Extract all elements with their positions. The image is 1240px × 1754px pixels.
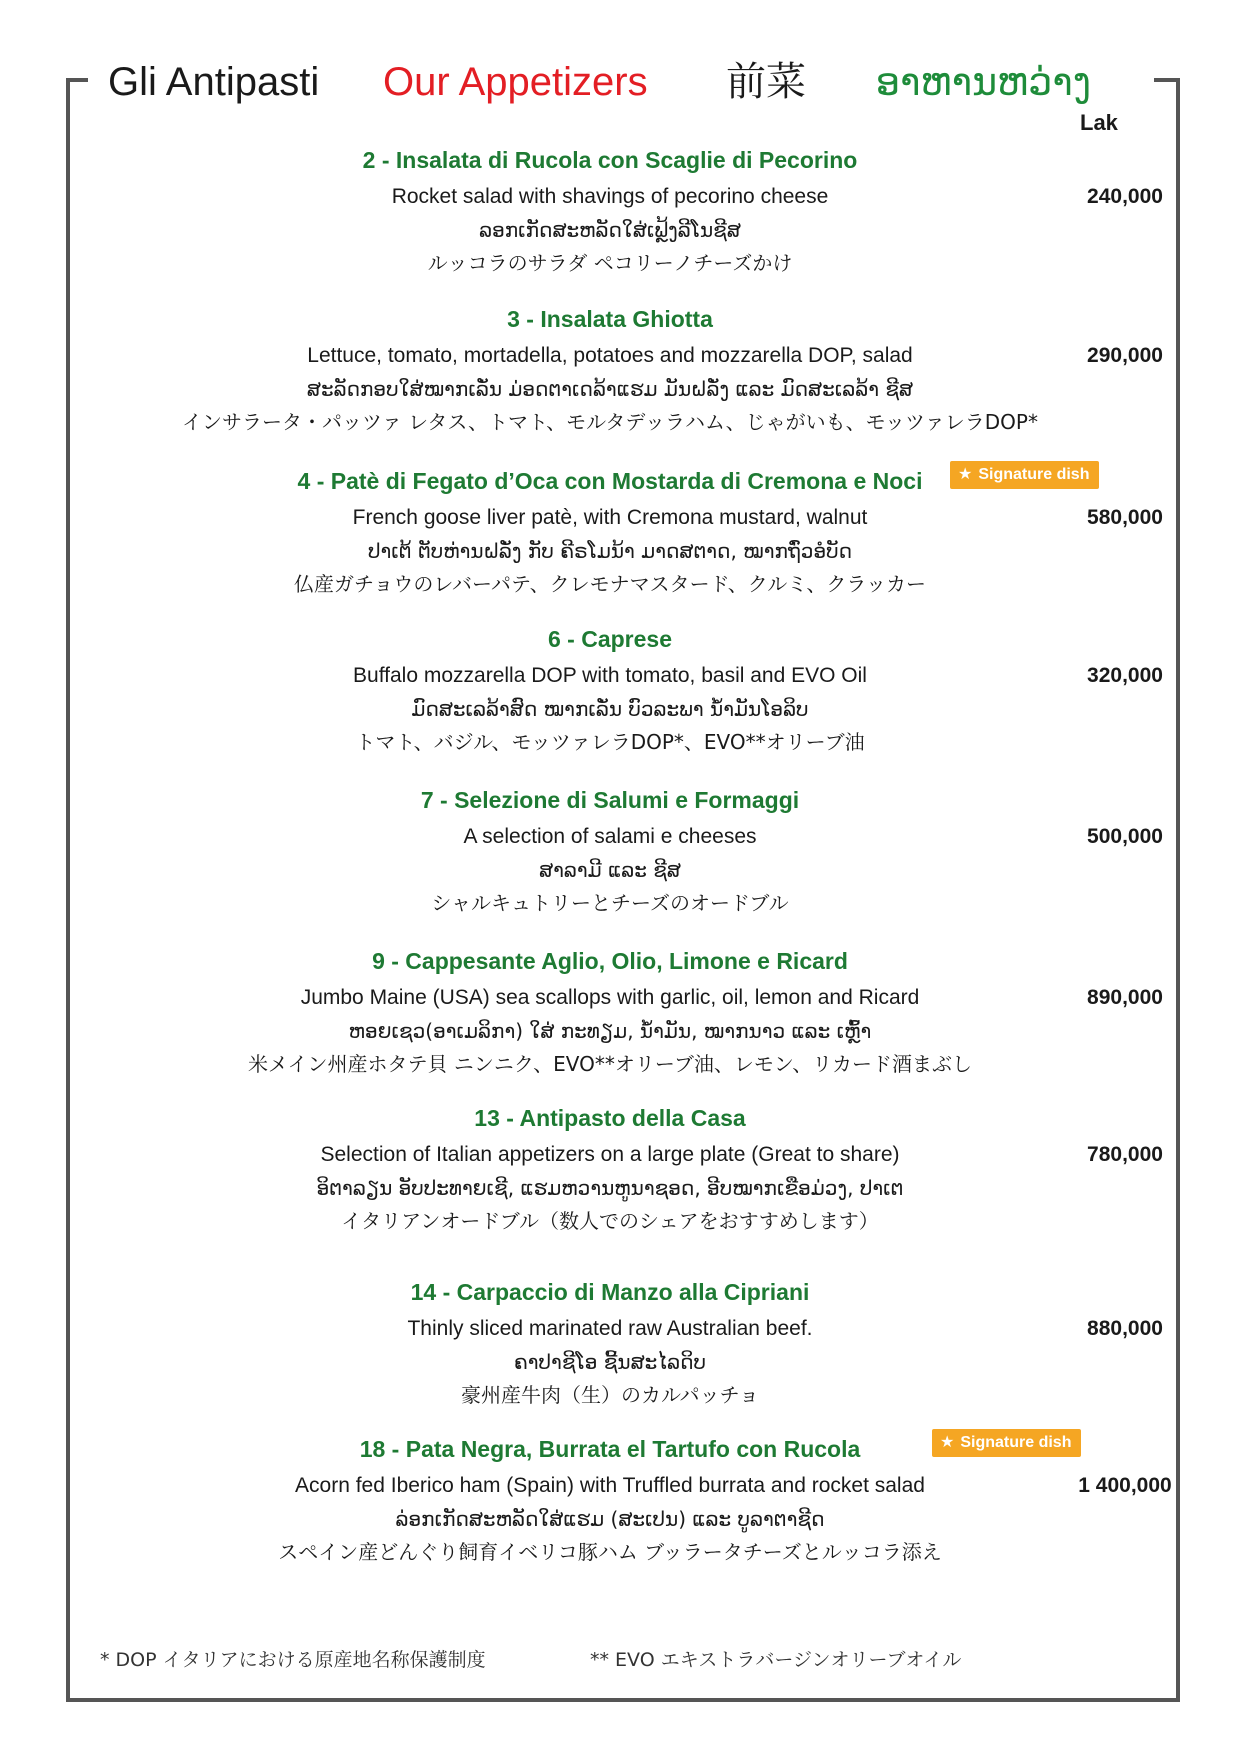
item-english: Jumbo Maine (USA) sea scallops with garlic, oil, lemon and Ricard (300, 986, 920, 1009)
item-lao: ປາເຕ້ ຕັບຫ່ານຝລັ່ງ ກັບ ຄີຣໂມນ້າ ມາດສຕາດ, ໝາກຖົ່ວອໍບັດ (367, 539, 853, 563)
item-title: 3 - Insalata Ghiotta (507, 306, 713, 332)
item-english: Rocket salad with shavings of pecorino cheese (391, 185, 829, 208)
item-japanese: 豪州産牛肉（生）のカルパッチョ (461, 1383, 759, 1407)
item-english: A selection of salami e cheeses (463, 825, 757, 848)
item-price: 1 400,000 (1078, 1474, 1172, 1497)
item-price: 240,000 (1087, 185, 1163, 208)
header-japanese: 前菜 (726, 59, 806, 105)
item-price: 580,000 (1087, 506, 1163, 529)
item-english: Acorn fed Iberico ham (Spain) with Truffled burrata and rocket salad (295, 1474, 925, 1497)
item-lao: ອິຕາລຽນ ອັບປະທາຍເຊີ, ແຮມຫວານຫູນາຊອດ, ອີບໝາກເຂືອມ່ວງ, ປາເຕ (316, 1176, 904, 1200)
item-english: Lettuce, tomato, mortadella, potatoes and mozzarella DOP, salad (307, 344, 913, 367)
item-title: 2 - Insalata di Rucola con Scaglie di Pecorino (362, 147, 858, 173)
star-icon: ★ (940, 1434, 955, 1451)
item-japanese: 仏産ガチョウのレバーパテ、クレモナマスタード、クルミ、クラッカー (294, 572, 926, 596)
star-icon: ★ (958, 466, 973, 483)
item-japanese: シャルキュトリーとチーズのオードブル (431, 891, 789, 915)
item-price: 290,000 (1087, 344, 1163, 367)
currency-label: Lak (1080, 110, 1118, 135)
header-lao: ອາຫານຫວ່າງ (876, 60, 1092, 104)
item-japanese: 米メイン州産ホタテ貝 ニンニク、EVO**オリーブ油、レモン、リカード酒まぶし (247, 1052, 973, 1076)
item-title: 4 - Patè di Fegato d’Oca con Mostarda di Cremona e Noci (297, 468, 923, 494)
item-price: 890,000 (1087, 986, 1163, 1009)
footnote-evo: ** EVO エキストラバージンオリーブオイル (590, 1649, 962, 1671)
item-english: Buffalo mozzarella DOP with tomato, basil and EVO Oil (353, 664, 867, 687)
item-lao: ມົດສະເລລ້າສົດ ໝາກເລັ່ນ ບົວລະພາ ນ້ຳມັນໂອລິບ (411, 697, 809, 721)
frame-top-right-segment (1154, 78, 1176, 82)
item-title: 9 - Cappesante Aglio, Olio, Limone e Ricard (372, 948, 848, 974)
item-english: Thinly sliced marinated raw Australian beef. (407, 1317, 813, 1340)
item-lao: ລ່ອກເກັດສະຫລັດໃສ່ແຮມ (ສະເປນ) ແລະ ບູລາຕາຊີດ (395, 1507, 825, 1531)
badge-label: Signature dish (960, 1434, 1072, 1451)
badge-label: Signature dish (978, 466, 1090, 483)
item-japanese: トマト、バジル、モッツァレラDOP*、EVO**オリーブ油 (355, 730, 865, 754)
item-lao: ຄາປາຊີໂອ ຊີ້ນສະໄລດິບ (514, 1350, 706, 1374)
item-price: 880,000 (1087, 1317, 1163, 1340)
signature-dish-badge (950, 461, 1099, 489)
item-english: Selection of Italian appetizers on a large plate (Great to share) (320, 1143, 900, 1166)
footnote-dop: * DOP イタリアにおける原産地名称保護制度 (100, 1649, 486, 1671)
item-japanese: イタリアンオードブル（数人でのシェアをおすすめします） (341, 1209, 879, 1233)
item-lao: ຫອຍເຊວ(ອາເມລິກາ) ໃສ່ ກະທຽມ, ນ້ຳມັນ, ໝາກນາວ ແລະ ເຫຼົ້າ (348, 1019, 872, 1043)
item-english: French goose liver patè, with Cremona mustard, walnut (352, 506, 868, 529)
item-title: 6 - Caprese (547, 626, 672, 652)
item-japanese: スペイン産どんぐり飼育イベリコ豚ハム ブッラータチーズとルッコラ添え (278, 1540, 942, 1564)
item-japanese: インサラータ・パッツァ レタス、トマト、モルタデッラハム、じゃがいも、モッツァレラDOP* (182, 410, 1038, 434)
item-price: 320,000 (1087, 664, 1163, 687)
item-lao: ລອກເກັດສະຫລັດໃສ່ເຟຼ້ງລີໂນຊີສ (479, 218, 741, 242)
item-price: 780,000 (1087, 1143, 1163, 1166)
item-lao: ສະລັດກອບໃສ່ໝາກເລັ່ນ ມ່ອດຕາເດລ້າແຮມ ມັນຝລັ່ງ ແລະ ມົດສະເລລ້າ ຊີສ (306, 377, 914, 401)
item-price: 500,000 (1087, 825, 1163, 848)
item-title: 13 - Antipasto della Casa (474, 1105, 746, 1131)
frame-top-left-segment (66, 78, 88, 82)
item-title: 14 - Carpaccio di Manzo alla Cipriani (410, 1279, 810, 1305)
header-italian: Gli Antipasti (108, 60, 320, 104)
item-lao: ສາລາມີ ແລະ ຊີສ (539, 858, 681, 882)
item-title: 18 - Pata Negra, Burrata el Tartufo con Rucola (359, 1436, 861, 1462)
item-title: 7 - Selezione di Salumi e Formaggi (420, 787, 800, 813)
header-english: Our Appetizers (383, 60, 648, 104)
signature-dish-badge (932, 1429, 1081, 1457)
item-japanese: ルッコラのサラダ ペコリーノチーズかけ (427, 251, 793, 275)
